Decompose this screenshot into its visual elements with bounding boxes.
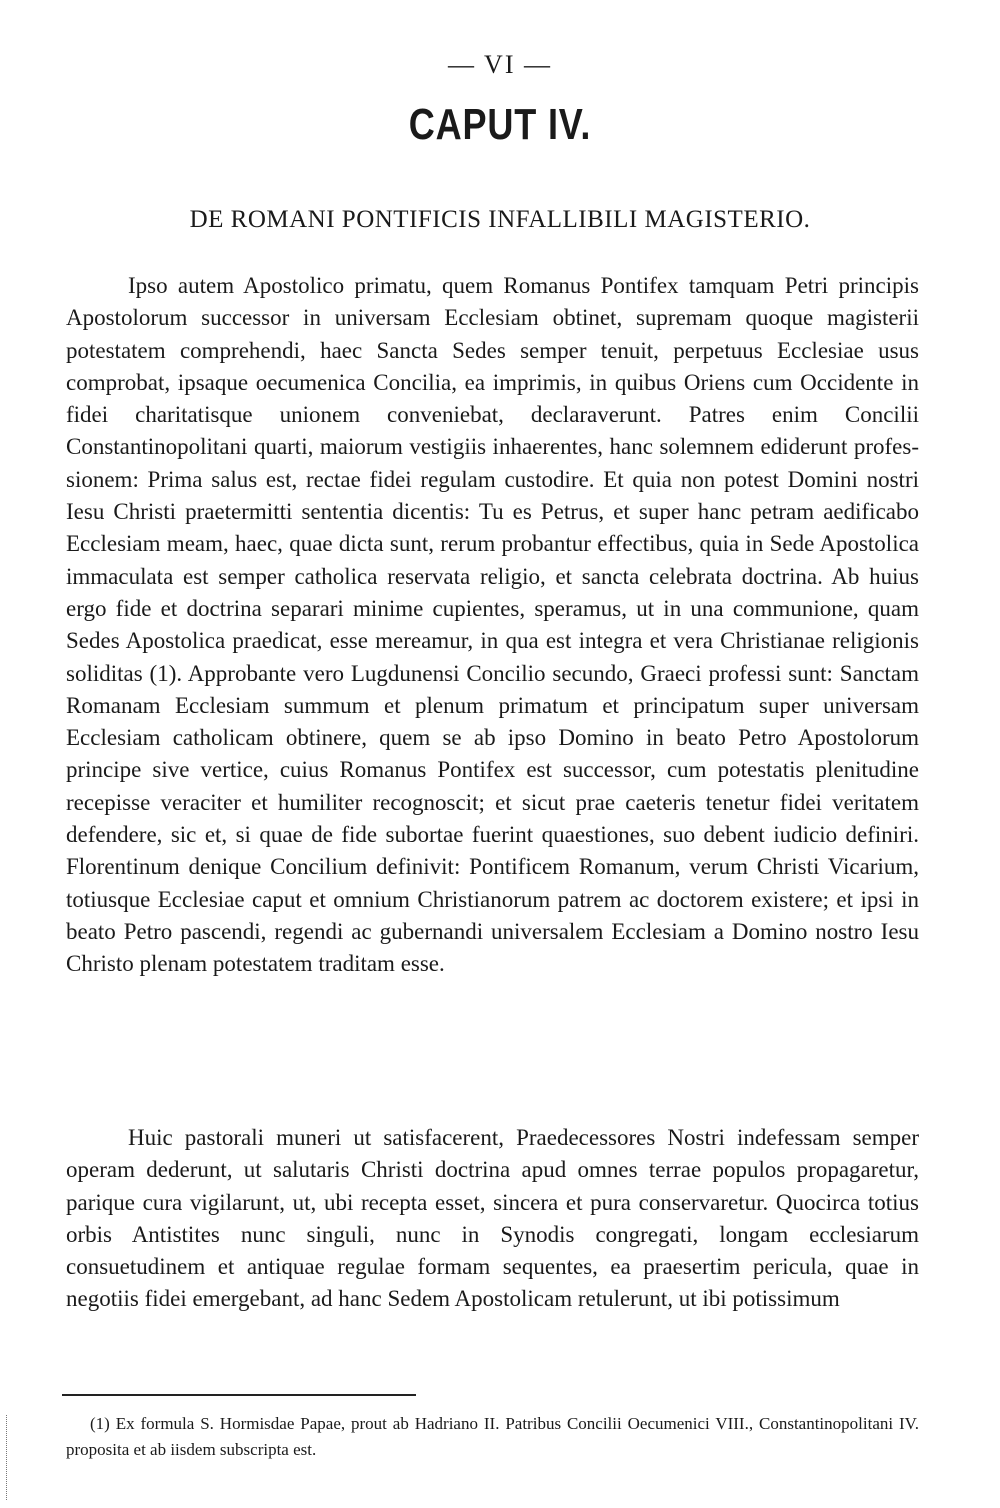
page-number: — VI — <box>448 50 552 79</box>
body-paragraph-1: Ipso autem Apostolico primatu, quem Romanus Pontifex tamquam Petri principis Apostolorum successor in universam Ecclesiam obtinet, supremam quoque magisterii potestatem comprehendi, haec Sancta Sedes semper tenuit, perpetuus Ecclesiae usus comprobat, ipsaque oecumenica Concilia, ea imprimis, in quibus Oriens cum Occidente in fidei charitatisque unionem conveniebat, declaraverunt. Patres enim Concilii Constantinopolitani quarti, maiorum vestigiis inhaerentes, hanc solemnem ediderunt professionem: Prima salus est, rectae fidei regulam custodire. Et quia non potest Domini nostri Iesu Christi praetermitti sententia dicentis: Tu es Petrus, et super hanc petram aedificabo Ecclesiam meam, haec, quae dicta sunt, rerum probantur effectibus, quia in Sede Apostolica immaculata est semper catholica reservata religio, et sancta celebrata doctrina. Ab huius ergo fide et doctrina separari minime cupientes, speramus, ut in una communione, quam Sedes Apostolica praedicat, esse mereamur, in qua est integra et vera Christianae religionis soliditas (1). Approbante vero Lugdunensi Concilio secundo, Graeci professi sunt: Sanctam Romanam Ecclesiam summum et plenum primatum et principatum super universam Ecclesiam catholicam obtinere, quem se ab ipso Domino in beato Petro Apostolorum principe sive vertice, cuius Romanus Pontifex est successor, cum potestatis plenitudine recepisse veraciter et humiliter recognoscit; et sicut prae caeteris tenetur fidei veritatem defendere, sic et, si quae de fide subortae fuerint quaestiones, suo debent iudicio definiri. Florentinum denique Concilium definivit: Pontificem Romanum, verum Christi Vicarium, totiusque Ecclesiae caput et omnium Christianorum patrem ac doctorem existere; et ipsi in beato Petro pascendi, regendi ac gubernandi universalem Ecclesiam a Domino nostro Iesu Christo plenam potestatem traditam esse. <box>66 273 919 977</box>
scan-edge-mark <box>6 1415 9 1500</box>
body-paragraph-2: Huic pastorali muneri ut satisfacerent, Praedecessores Nostri indefessam semper operam dederunt, ut salutaris Christi doctrina apud omnes terrae populos propagaretur, parique cura vigilarunt, ut, ubi recepta esset, sincera et pura conservaretur. Quocirca totius orbis Antistites nunc singuli, nunc in Synodis congregati, longam ecclesiarum consuetudinem et antiquae regulae formam sequentes, ea praesertim pericula, quae in negotiis fidei emergebant, ad hanc Sedem Apostolicam retulerunt, ut ibi potissimum <box>66 1125 919 1312</box>
chapter-subtitle: DE ROMANI PONTIFICIS INFALLIBILI MAGISTERIO. <box>189 206 811 233</box>
footnote: (1) Ex formula S. Hormisdae Papae, prout ab Hadriano II. Patribus Concilii Oecumenici VIII., Constantinopolitani IV. proposita et ab iisdem subscripta est. <box>66 1414 919 1459</box>
footnote-divider <box>62 1394 416 1396</box>
chapter-title: CAPUT IV. <box>408 100 592 149</box>
